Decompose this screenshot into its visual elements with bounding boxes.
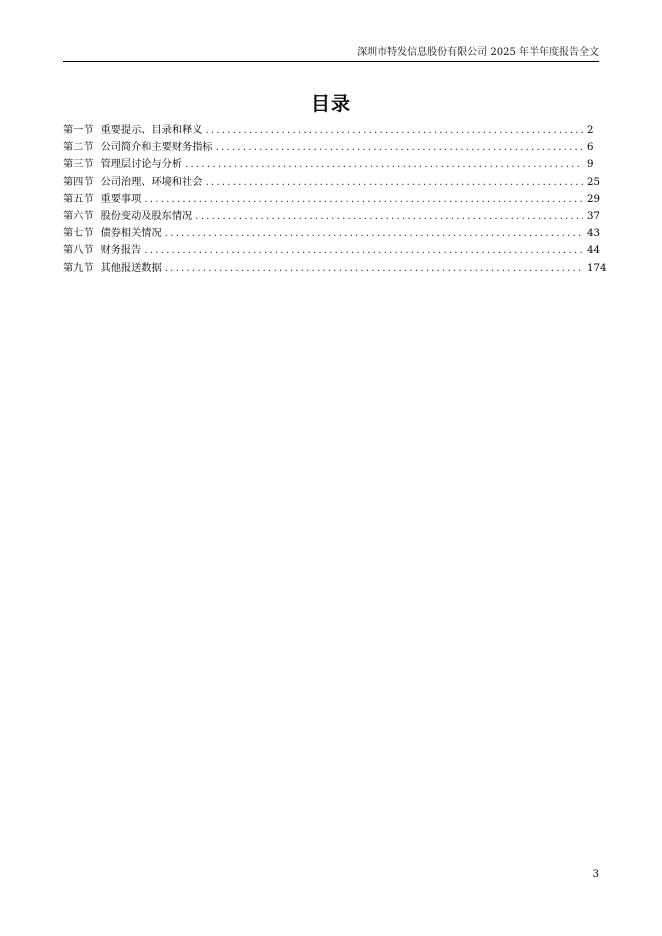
toc-section-number: 第二节 — [63, 142, 94, 154]
toc-section-number: 第六节 — [63, 210, 94, 222]
header-divider — [63, 61, 599, 62]
toc-section-number: 第七节 — [63, 228, 94, 240]
toc-entry-section-7[interactable] — [63, 225, 607, 242]
toc-section-title: 重要提示、目录和释义 — [100, 125, 203, 136]
toc-dot-leader — [144, 191, 583, 208]
toc-section-title: 股份变动及股东情况 — [100, 210, 193, 222]
toc-entry-section-3[interactable] — [63, 156, 607, 173]
toc-dot-leader — [165, 225, 583, 242]
toc-entry-section-5[interactable] — [63, 191, 607, 208]
toc-page-number: 2 — [587, 125, 594, 136]
toc-section-number: 第四节 — [63, 176, 94, 188]
toc-section-number: 第三节 — [63, 159, 94, 171]
page-title: 目录 — [310, 93, 351, 115]
toc-section-title: 重要事项 — [100, 193, 142, 205]
toc-dot-leader — [205, 122, 583, 139]
toc-section-title: 其他报送数据 — [100, 262, 162, 274]
toc-dot-leader — [205, 174, 583, 191]
toc-page-number: 9 — [587, 159, 594, 171]
table-of-contents — [63, 122, 607, 277]
toc-section-title: 公司简介和主要财务指标 — [100, 142, 213, 154]
toc-dot-leader — [185, 156, 583, 173]
toc-entry-section-2[interactable] — [63, 139, 607, 156]
toc-section-title: 财务报告 — [100, 245, 142, 257]
toc-section-number: 第八节 — [63, 245, 94, 257]
toc-page-number: 25 — [587, 176, 600, 188]
toc-page-number: 44 — [587, 245, 600, 257]
toc-dot-leader — [144, 242, 583, 259]
toc-dot-leader — [165, 260, 583, 277]
toc-page-number: 43 — [587, 228, 600, 240]
toc-section-title: 管理层讨论与分析 — [100, 159, 183, 171]
toc-section-title: 公司治理、环境和社会 — [100, 176, 203, 188]
footer-page-number: 3 — [592, 869, 599, 880]
toc-entry-section-1[interactable] — [63, 122, 607, 139]
toc-section-title: 债券相关情况 — [100, 228, 162, 240]
toc-section-number: 第一节 — [63, 125, 94, 136]
running-header: 深圳市特发信息股份有限公司 2025 年半年度报告全文 — [357, 47, 599, 58]
toc-entry-section-8[interactable] — [63, 242, 607, 259]
toc-section-number: 第五节 — [63, 193, 94, 205]
toc-page-number: 6 — [587, 142, 594, 154]
toc-page-number: 29 — [587, 193, 600, 205]
toc-entry-section-6[interactable] — [63, 208, 607, 225]
toc-entry-section-9[interactable] — [63, 260, 607, 277]
toc-dot-leader — [216, 139, 583, 156]
toc-section-number: 第九节 — [63, 262, 94, 274]
toc-dot-leader — [195, 208, 583, 225]
toc-page-number: 37 — [587, 210, 600, 222]
toc-page-number: 174 — [587, 262, 607, 274]
toc-entry-section-4[interactable] — [63, 174, 607, 191]
